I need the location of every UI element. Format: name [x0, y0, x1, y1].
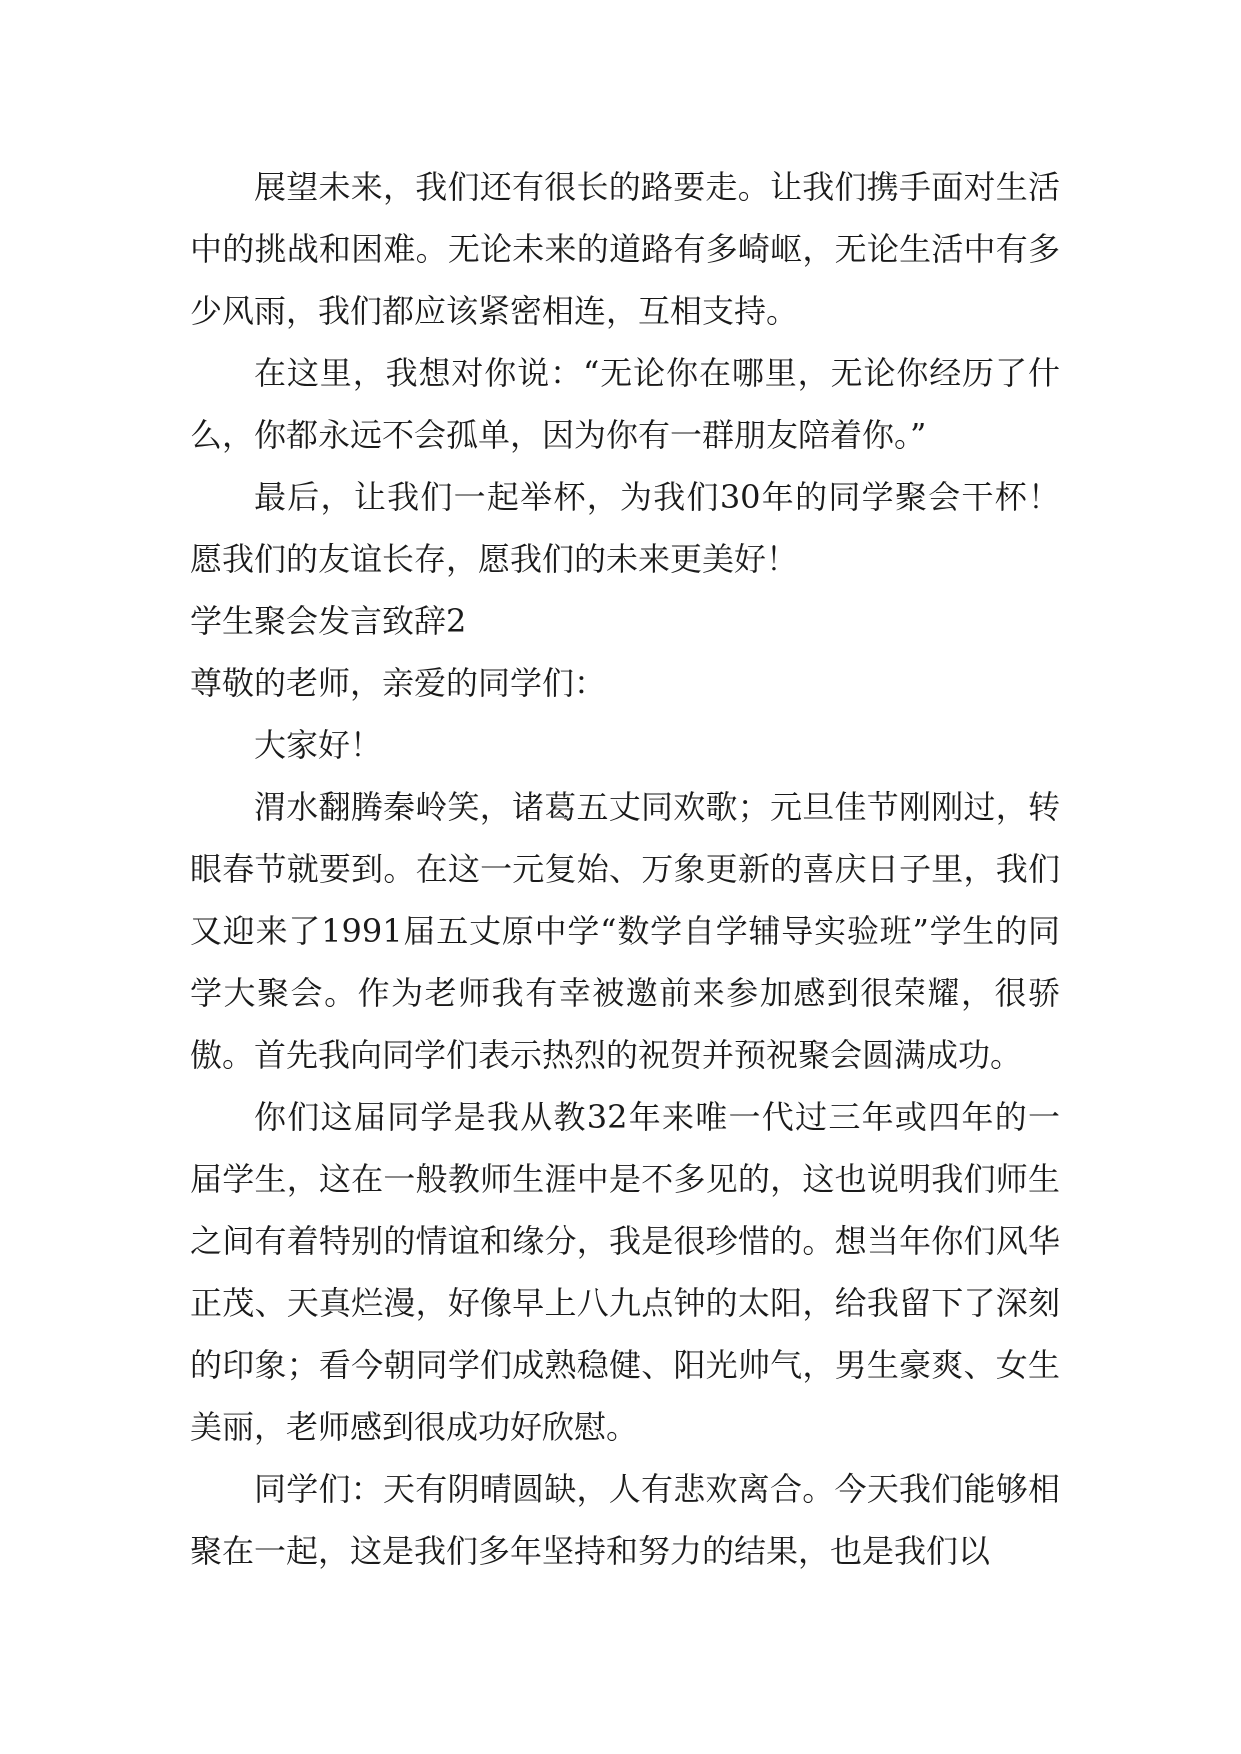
paragraph-toast: 最后，让我们一起举杯，为我们30年的同学聚会干杯！愿我们的友谊长存，愿我们的未来更美好！ — [190, 478, 1060, 578]
paragraph-message-to-friend: 在这里，我想对你说：“无论你在哪里，无论你经历了什么，你都永远不会孤单，因为你有一群朋友陪着你。” — [190, 354, 1060, 454]
section-heading: 学生聚会发言致辞2 — [190, 602, 467, 640]
paragraph-reunion: 同学们：天有阴晴圆缺，人有悲欢离合。今天我们能够相聚在一起，这是我们多年坚持和努力的结果，也是我们以 — [190, 1470, 1060, 1570]
document-body — [190, 156, 1060, 1582]
paragraph-future-outlook: 展望未来，我们还有很长的路要走。让我们携手面对生活中的挑战和困难。无论未来的道路有多崎岖，无论生活中有多少风雨，我们都应该紧密相连，互相支持。 — [190, 168, 1060, 330]
paragraph-opening: 渭水翻腾秦岭笑，诸葛五丈同欢歌；元旦佳节刚刚过，转眼春节就要到。在这一元复始、万象更新的喜庆日子里，我们又迎来了1991届五丈原中学“数学自学辅导实验班”学生的同学大聚会。作为老师我有幸被邀前来参加感到很荣耀，很骄傲。首先我向同学们表示热烈的祝贺并预祝聚会圆满成功。 — [190, 788, 1060, 1074]
greeting: 大家好！ — [254, 726, 383, 764]
paragraph-class-memories: 你们这届同学是我从教32年来唯一代过三年或四年的一届学生，这在一般教师生涯中是不多见的，这也说明我们师生之间有着特别的情谊和缘分，我是很珍惜的。想当年你们风华正茂、天真烂漫，好像早上八九点钟的太阳，给我留下了深刻的印象；看今朝同学们成熟稳健、阳光帅气，男生豪爽、女生美丽，老师感到很成功好欣慰。 — [190, 1098, 1060, 1446]
salutation: 尊敬的老师，亲爱的同学们： — [190, 664, 607, 702]
